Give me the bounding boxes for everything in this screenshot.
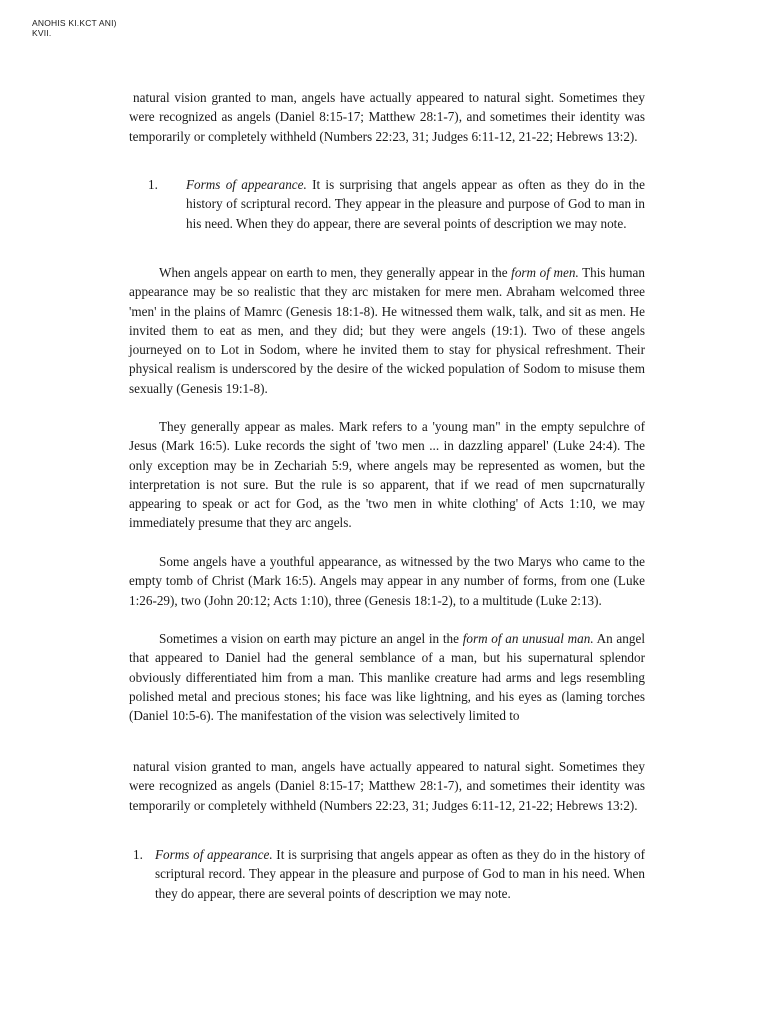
paragraph-youthful-appearance: Some angels have a youthful appearance, as witnessed by the two Marys who came to the empty tomb of Christ (Mark 16:5). Angels may appear in any number of forms, from one (Luke 1:26-29), two (John 20:12; Acts 1:10), three (Genesis 18:1-2), to a multitude (Luke 2:13). — [129, 554, 645, 608]
header-line-1: ANOHIS KI.KCT ANI) — [32, 18, 117, 28]
paragraph-text: An angel that appeared to Daniel had the general semblance of a man, but his supernatural splendor obviously differentiated him from a man. This manlike creature had arms and legs resembling polished metal and precious stones; his face was like lightning, and his eyes as (laming torches (Daniel 10:5-6). The manifestation of the vision was selectively limited to — [129, 631, 645, 724]
paragraph-intro-repeat: natural vision granted to man, angels have actually appeared to natural sight. Sometimes they were recognized as angels (Daniel 8:15-17; Matthew 28:1-7), and sometimes their identity was temporarily or completely withheld (Numbers 22:23, 31; Judges 6:11-12, 21-22; Hebrews 13:2). — [129, 759, 645, 813]
header-line-2: KVII. — [32, 28, 52, 38]
paragraph-unusual-man — [129, 629, 645, 725]
list-item-text: It is surprising that angels appear as often as they do in the history of scriptural record. They appear in the pleasure and purpose of God to man in his need. When they do appear, there are several points of description we may note. — [186, 177, 645, 231]
paragraph-appear-as-males: They generally appear as males. Mark refers to a 'young man" in the empty sepulchre of Jesus (Mark 16:5). Luke records the sight of 'two men ... in dazzling apparel' (Luke 24:4). The only exception may be in Zechariah 5:9, where angels may be represented as women, but the interpretation is not sure. But the rule is so apparent, that if we read of men supcrnaturally appearing to speak or act for God, as the 'two men in white clothing' of Acts 1:10, we may immediately presume that they arc angels. — [129, 419, 645, 531]
paragraph-text: This human appearance may be so realistic that they arc mistaken for mere men. Abraham welcomed three 'men' in the plains of Mamrc (Genesis 18:1-8). He witnessed them walk, talk, and sit as men. He invited them to eat as men, and they did; but they were angels (19:1). Two of these angels journeyed on to Lot in Sodom, where he invited them to stay for physical refreshment. Their physical realism is underscored by the desire of the wicked population of Sodom to misuse them sexually (Genesis 19:1-8). — [129, 265, 645, 396]
list-item-title: Forms of appearance. — [155, 847, 273, 862]
paragraph-emphasis: form of men. — [511, 265, 579, 280]
paragraph-intro: natural vision granted to man, angels have actually appeared to natural sight. Sometimes they were recognized as angels (Daniel 8:15-17; Matthew 28:1-7), and sometimes their identity was temporarily or completely withheld (Numbers 22:23, 31; Judges 6:11-12, 21-22; Hebrews 13:2). — [129, 90, 645, 144]
list-item-title: Forms of appearance. — [186, 177, 307, 192]
list-number: 1. — [133, 847, 143, 862]
list-item-text: It is surprising that angels appear as often as they do in the history of scriptural record. They appear in the pleasure and purpose of God to man in his need. When they do appear, there are several points of description we may note. — [155, 847, 646, 901]
paragraph-form-of-men — [129, 263, 645, 398]
paragraph-emphasis: form of an unusual man. — [462, 631, 594, 646]
list-item-body — [148, 175, 645, 233]
running-header — [32, 18, 117, 38]
list-item-forms-of-appearance — [148, 175, 645, 233]
list-number: 1. — [148, 177, 158, 192]
list-item-forms-of-appearance-repeat — [133, 845, 645, 903]
paragraph-text: Sometimes a vision on earth may picture an angel in the — [159, 631, 463, 646]
paragraph-text: When angels appear on earth to men, they generally appear in the — [159, 265, 512, 280]
list-item-body — [155, 845, 645, 903]
